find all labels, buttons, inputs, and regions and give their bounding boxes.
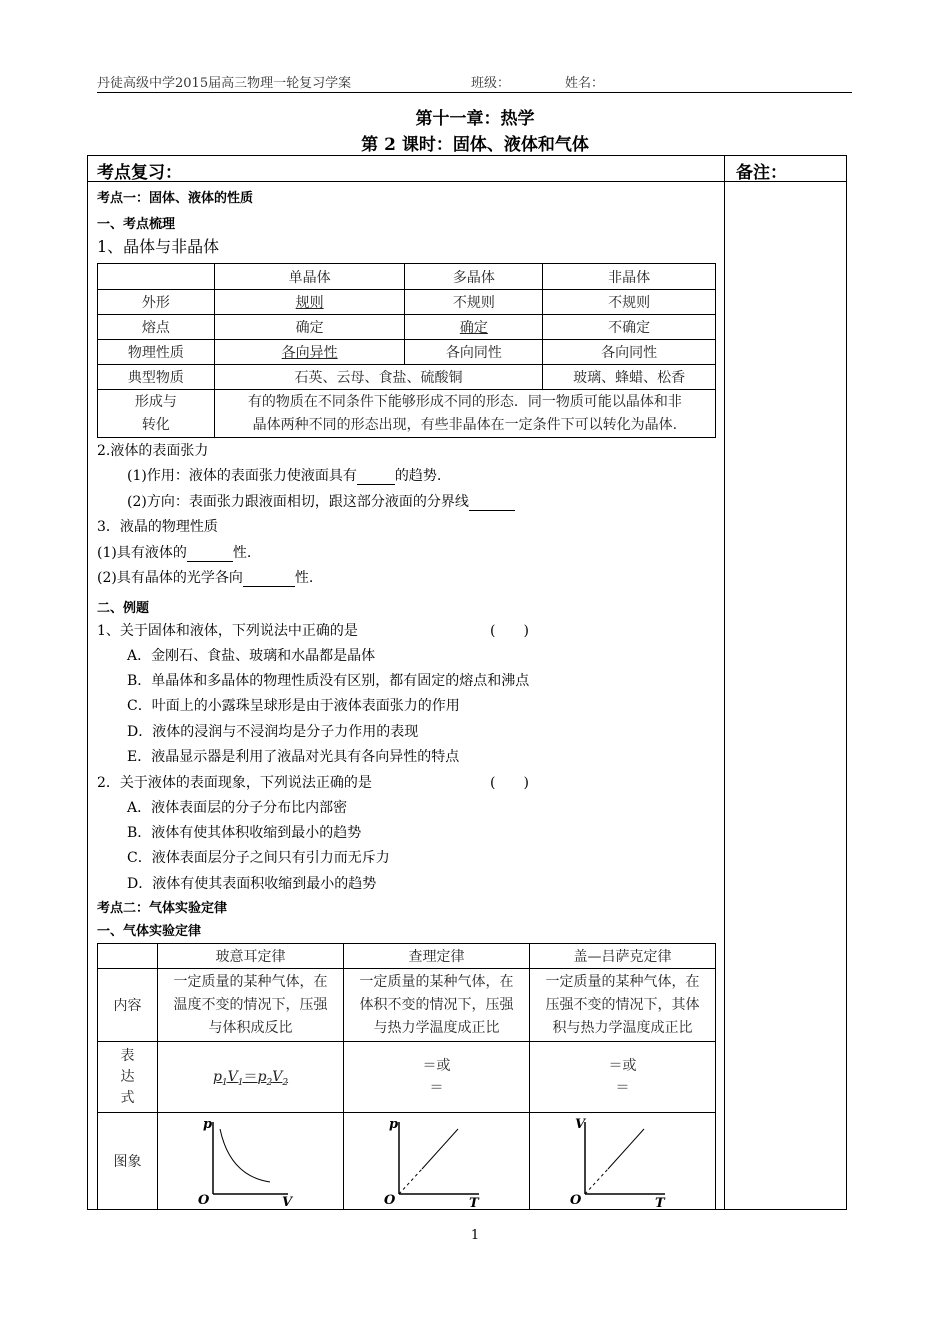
q1-option-d: D．液体的浸润与不浸润均是分子力作用的表现 (127, 724, 419, 740)
cell: 不规则 (405, 290, 543, 315)
q1-stem: 1、关于固体和液体，下列说法中正确的是 (97, 623, 358, 639)
expr-label-char: 式 (120, 1089, 135, 1106)
q1-paren: ( ) (490, 623, 529, 639)
content-line: 体积不变的情况下，压强 (359, 996, 514, 1013)
tension-line-2 (127, 491, 515, 511)
th-charles: 查理定律 (344, 944, 530, 969)
frame-head-line (87, 181, 847, 182)
s3-sub: 一、气体实验定律 (97, 924, 202, 939)
cell: 各向异性 (281, 345, 338, 361)
row-label: 外形 (98, 290, 215, 315)
form-label-2: 转化 (141, 416, 170, 433)
answer-blank[interactable] (243, 572, 295, 587)
lc-2a: (2)具有晶体的光学各向 (97, 570, 243, 586)
boyle-graph (158, 1114, 343, 1209)
cell: 规则 (295, 295, 324, 311)
form-text-2: 晶体两种不同的形态出现，有些非晶体在一定条件下可以转化为晶体. (252, 416, 678, 433)
tension-1b: 的趋势. (394, 468, 442, 484)
content-boyle (158, 969, 344, 1042)
notes-heading: 备注： (736, 163, 787, 183)
lc-1a: (1)具有液体的 (97, 545, 187, 561)
tension-2a: (2)方向：表面张力跟液面相切，跟这部分液面的分界线 (127, 494, 469, 510)
lc-line-2 (97, 567, 313, 587)
lesson-title: 第 2 课时：固体、液体和气体 (361, 135, 589, 155)
review-heading: 考点复习： (97, 163, 182, 183)
gay-lussac-graph (530, 1114, 715, 1209)
row-label: 典型物质 (98, 365, 215, 390)
q2-option-d: D．液体有使其表面积收缩到最小的趋势 (127, 876, 377, 892)
content-line: 一定质量的某种气体，在 (173, 973, 328, 990)
expr-line: ＝ (615, 1080, 630, 1096)
lc-1b: 性. (232, 545, 252, 561)
content-line: 积与热力学温度成正比 (552, 1019, 693, 1036)
origin-label: O (384, 1192, 396, 1208)
class-label: 班级： (471, 76, 511, 91)
tension-title: 2.液体的表面张力 (97, 443, 209, 459)
tension-1a: (1)作用：液体的表面张力使液面具有 (127, 468, 357, 484)
expr-line: ＝ (429, 1080, 444, 1096)
q2-option-a: A．液体表面层的分子分布比内部密 (127, 800, 348, 816)
th-single-crystal: 单晶体 (214, 264, 405, 290)
expr-gay-lussac (530, 1042, 716, 1113)
graph-label: 图象 (98, 1113, 158, 1210)
q2-stem: 2．关于液体的表面现象，下列说法正确的是 (97, 775, 372, 791)
q2-option-b: B．液体有使其体积收缩到最小的趋势 (127, 825, 362, 841)
origin-label: O (198, 1192, 210, 1208)
s1-sub1: 一、考点梳理 (97, 217, 176, 232)
content-label: 内容 (98, 969, 158, 1042)
content-line: 与热力学温度成正比 (373, 1019, 500, 1036)
charles-graph (344, 1114, 529, 1209)
content-line: 一定质量的某种气体，在 (545, 973, 700, 990)
expr-label-char: 表 (120, 1047, 135, 1064)
formation-text (214, 390, 715, 438)
content-gay-lussac (530, 969, 716, 1042)
axis-label-t: T (469, 1195, 479, 1209)
examples-title: 二、例题 (97, 601, 150, 616)
boyle-formula: $p_1V_1=p_2V_2$ (212, 1069, 289, 1088)
answer-blank[interactable] (469, 496, 515, 511)
lc-2b: 性. (294, 570, 314, 586)
answer-blank[interactable] (187, 547, 233, 562)
th-amorphous: 非晶体 (543, 264, 716, 290)
cell: 不规则 (543, 290, 716, 315)
q2-option-c: C．液体表面层分子之间只有引力而无斥力 (127, 850, 390, 866)
s3-title: 考点二：气体实验定律 (97, 901, 228, 916)
content-line: 与体积成反比 (208, 1019, 293, 1036)
cell: 确定 (214, 315, 405, 340)
cell: 石英、云母、食盐、硫酸铜 (214, 365, 542, 390)
chapter-title: 第十一章：热学 (415, 109, 535, 129)
th-empty (98, 944, 158, 969)
q1-option-e: E．液晶显示器是利用了液晶对光具有各向异性的特点 (127, 749, 460, 765)
cell: 不确定 (543, 315, 716, 340)
graph-cell-gay-lussac (530, 1113, 716, 1210)
graph-cell-boyle (158, 1113, 344, 1210)
school-title: 丹徒高级中学2015届高三物理一轮复习学案 (97, 76, 352, 91)
page-number: 1 (470, 1228, 480, 1243)
cell: 各向同性 (543, 340, 716, 365)
cell: 确定 (459, 320, 488, 336)
cell: 各向同性 (405, 340, 543, 365)
form-label-1: 形成与 (134, 393, 177, 410)
lc-title: 3．液晶的物理性质 (97, 519, 218, 535)
row-label-formation (98, 390, 215, 438)
expr-label-char: 达 (120, 1068, 135, 1085)
cell: 玻璃、蜂蜡、松香 (543, 365, 716, 390)
s1-title: 考点一：固体、液体的性质 (97, 191, 254, 206)
th-empty (98, 264, 215, 290)
row-label: 物理性质 (98, 340, 215, 365)
tension-line-1 (127, 465, 441, 485)
crystal-title: 1、晶体与非晶体 (97, 237, 220, 256)
axis-label-p: p (203, 1116, 213, 1132)
axis-label-p: p (389, 1116, 399, 1132)
th-boyle: 玻意耳定律 (158, 944, 344, 969)
graph-cell-charles (344, 1113, 530, 1210)
gas-law-table (97, 943, 716, 1210)
q1-option-c: C．叶面上的小露珠呈球形是由于液体表面张力的作用 (127, 698, 460, 714)
axis-label-v: V (282, 1194, 293, 1209)
content-line: 一定质量的某种气体，在 (359, 973, 514, 990)
axis-label-t: T (655, 1195, 665, 1209)
expr-line: ＝或 (608, 1058, 637, 1074)
name-label: 姓名： (565, 76, 605, 91)
form-text-1: 有的物质在不同条件下能够形成不同的形态．同一物质可能以晶体和非 (247, 393, 682, 410)
content-charles (344, 969, 530, 1042)
lc-line-1 (97, 542, 251, 562)
frame-divider (724, 155, 725, 1210)
row-label: 熔点 (98, 315, 215, 340)
expr-charles (344, 1042, 530, 1113)
crystal-table (97, 263, 716, 438)
page-header (97, 72, 852, 93)
expr-line: ＝或 (422, 1058, 451, 1074)
th-poly-crystal: 多晶体 (405, 264, 543, 290)
q1-option-b: B．单晶体和多晶体的物理性质没有区别，都有固定的熔点和沸点 (127, 673, 530, 689)
axis-label-v: V (575, 1116, 586, 1132)
expr-label (98, 1042, 158, 1113)
th-gay-lussac: 盖—吕萨克定律 (530, 944, 716, 969)
q2-paren: ( ) (490, 775, 529, 791)
content-line: 压强不变的情况下，其体 (545, 996, 700, 1013)
q1-option-a: A．金刚石、食盐、玻璃和水晶都是晶体 (127, 648, 376, 664)
expr-boyle (158, 1042, 344, 1113)
answer-blank[interactable] (357, 470, 395, 485)
origin-label: O (570, 1192, 582, 1208)
content-line: 温度不变的情况下，压强 (173, 996, 328, 1013)
